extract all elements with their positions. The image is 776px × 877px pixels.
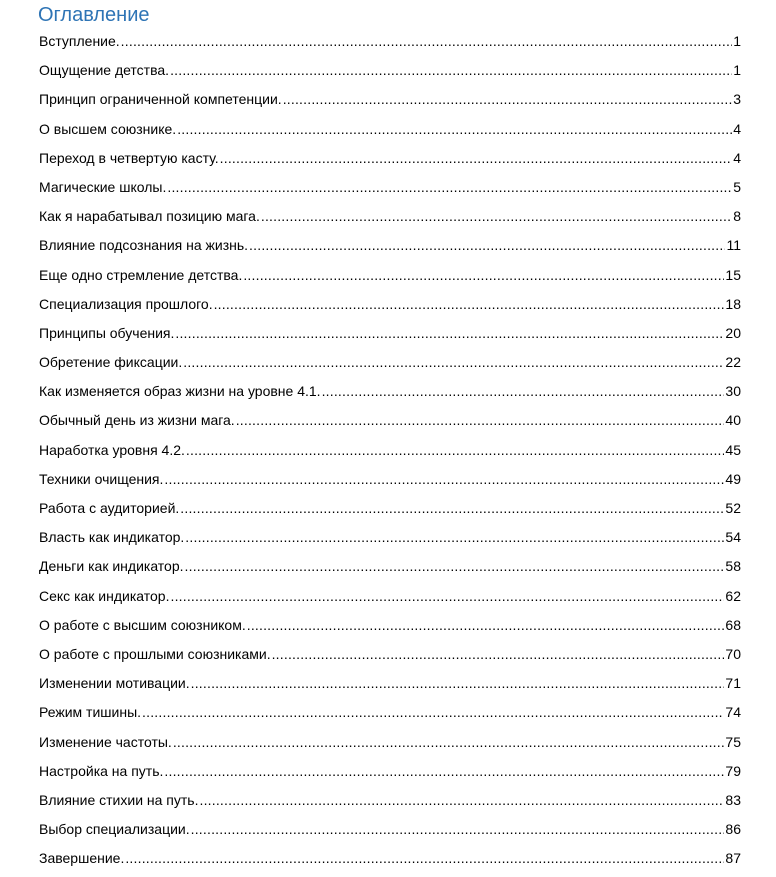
toc-dot-leader bbox=[142, 702, 724, 722]
toc-entry[interactable] bbox=[39, 556, 741, 585]
toc-entry-title[interactable]: Вступление. bbox=[39, 33, 120, 49]
toc-dot-leader bbox=[220, 148, 733, 168]
toc-dot-leader bbox=[167, 177, 732, 197]
toc-entry[interactable] bbox=[39, 440, 741, 469]
toc-dot-leader bbox=[125, 848, 724, 868]
toc-entry-title[interactable]: Принцип ограниченной компетенции. bbox=[39, 91, 282, 108]
toc-entry[interactable] bbox=[39, 119, 741, 148]
toc-dot-leader bbox=[247, 615, 725, 635]
toc-entry-page-number[interactable]: 58 bbox=[725, 558, 741, 575]
toc-entry-page-number[interactable]: 15 bbox=[725, 266, 741, 283]
toc-entry-title[interactable]: Наработка уровня 4.2. bbox=[39, 441, 185, 458]
toc-entry-title[interactable]: Влияние подсознания на жизнь. bbox=[39, 237, 249, 254]
toc-entry-title[interactable]: Режим тишины. bbox=[39, 704, 142, 721]
toc-entry[interactable] bbox=[39, 206, 741, 235]
toc-entry[interactable] bbox=[39, 410, 741, 439]
toc-dot-leader bbox=[177, 119, 732, 139]
toc-entry-title[interactable]: Как я нарабатывал позицию мага. bbox=[39, 208, 260, 225]
toc-entry[interactable] bbox=[39, 294, 741, 323]
toc-entry[interactable] bbox=[39, 819, 741, 848]
toc-entry-title[interactable]: Еще одно стремление детства. bbox=[39, 266, 243, 283]
toc-entry[interactable] bbox=[39, 323, 741, 352]
toc-entry[interactable] bbox=[39, 31, 741, 60]
toc-dot-leader bbox=[173, 732, 725, 752]
toc-entry[interactable] bbox=[39, 235, 741, 264]
toc-entry[interactable] bbox=[39, 615, 741, 644]
toc-dot-leader bbox=[164, 761, 724, 781]
toc-entry-page-number[interactable]: 20 bbox=[725, 324, 741, 341]
toc-dot-leader bbox=[249, 235, 725, 255]
toc-entry-page-number[interactable]: 22 bbox=[725, 354, 741, 371]
toc-entry-page-number[interactable]: 4 bbox=[733, 149, 741, 166]
toc-entry-page-number[interactable]: 74 bbox=[725, 704, 741, 721]
toc-entry-page-number[interactable]: 1 bbox=[733, 62, 741, 79]
toc-entry-page-number[interactable]: 45 bbox=[725, 441, 741, 458]
toc-entry-page-number[interactable]: 1 bbox=[733, 33, 741, 49]
toc-entry-title[interactable]: Настройка на путь. bbox=[39, 762, 164, 779]
toc-entry-page-number[interactable]: 52 bbox=[725, 500, 741, 516]
toc-entry[interactable] bbox=[39, 60, 741, 89]
toc-dot-leader bbox=[261, 206, 732, 226]
toc-entry-title[interactable]: Обретение фиксации. bbox=[39, 354, 183, 371]
toc-dot-leader bbox=[236, 410, 725, 430]
toc-dot-leader bbox=[121, 31, 733, 51]
toc-entry[interactable] bbox=[39, 527, 741, 556]
toc-entry[interactable] bbox=[39, 265, 741, 294]
toc-entry-title[interactable]: Деньги как индикатор. bbox=[39, 558, 184, 575]
toc-dot-leader bbox=[175, 323, 724, 343]
toc-entry[interactable] bbox=[39, 469, 741, 498]
toc-entry[interactable] bbox=[39, 644, 741, 673]
toc-dot-leader bbox=[243, 265, 724, 285]
toc-entry-page-number[interactable]: 40 bbox=[725, 412, 741, 429]
toc-entry-title[interactable]: Секс как индикатор. bbox=[39, 587, 170, 604]
toc-entry[interactable] bbox=[39, 673, 741, 702]
toc-entry-page-number[interactable]: 54 bbox=[725, 529, 741, 546]
toc-entry-title[interactable]: Власть как индикатор. bbox=[39, 529, 185, 546]
toc-dot-leader bbox=[191, 673, 725, 693]
toc-dot-leader bbox=[186, 440, 725, 460]
toc-entry-page-number[interactable]: 71 bbox=[725, 675, 741, 692]
toc-entry-title[interactable]: Магические школы. bbox=[39, 178, 167, 195]
toc-dot-leader bbox=[322, 381, 725, 401]
toc-entry-title[interactable]: О работе с прошлыми союзниками. bbox=[39, 645, 271, 662]
toc-dot-leader bbox=[180, 498, 724, 518]
toc-entry-title[interactable]: Влияние стихии на путь. bbox=[39, 791, 199, 808]
toc-entry-title[interactable]: Завершение. bbox=[39, 850, 125, 867]
toc-entry-title[interactable]: О высшем союзнике. bbox=[39, 120, 177, 137]
toc-entry-page-number[interactable]: 79 bbox=[725, 762, 741, 779]
toc-entry-page-number[interactable]: 70 bbox=[725, 645, 741, 662]
toc-dot-leader bbox=[170, 60, 732, 80]
toc-dot-leader bbox=[283, 89, 733, 109]
toc-entry[interactable] bbox=[39, 732, 741, 761]
toc-dot-leader bbox=[272, 644, 725, 664]
toc-entry-page-number[interactable]: 75 bbox=[725, 733, 741, 750]
toc-dot-leader bbox=[183, 352, 724, 372]
toc-entry-page-number[interactable]: 30 bbox=[725, 383, 741, 400]
toc-entry-page-number[interactable]: 86 bbox=[725, 821, 741, 838]
toc-entry-title[interactable]: Обычный день из жизни мага. bbox=[39, 412, 235, 429]
toc-entry-title[interactable]: Изменение частоты. bbox=[39, 733, 172, 750]
toc-entry-page-number[interactable]: 62 bbox=[725, 587, 741, 604]
toc-entry-page-number[interactable]: 87 bbox=[725, 850, 741, 867]
toc-entry-page-number[interactable]: 8 bbox=[733, 208, 741, 225]
toc-entry-title[interactable]: Техники очищения. bbox=[39, 470, 164, 487]
toc-entry-title[interactable]: Работа с аудиторией. bbox=[39, 500, 180, 516]
toc-entry-title[interactable]: Специализация прошлого. bbox=[39, 295, 213, 312]
toc-entry-page-number[interactable]: 68 bbox=[725, 616, 741, 633]
toc-dot-leader bbox=[164, 469, 724, 489]
toc-dot-leader bbox=[185, 527, 724, 547]
toc-entry-title[interactable]: Переход в четвертую касту. bbox=[39, 149, 219, 166]
toc-entry[interactable] bbox=[39, 790, 741, 819]
toc-entry[interactable] bbox=[39, 586, 741, 615]
toc-entry-title[interactable]: Выбор специализации. bbox=[39, 821, 190, 838]
toc-entry-page-number[interactable]: 18 bbox=[725, 295, 741, 312]
toc-entry[interactable] bbox=[39, 177, 741, 206]
toc-dot-leader bbox=[170, 586, 724, 606]
toc-entry-title[interactable]: Изменении мотивации. bbox=[39, 675, 190, 692]
toc-entry[interactable] bbox=[39, 702, 741, 731]
toc-entry[interactable] bbox=[39, 761, 741, 790]
toc-entry-title[interactable]: О работе с высшим союзником. bbox=[39, 616, 246, 633]
toc-entry-page-number[interactable]: 83 bbox=[725, 791, 741, 808]
toc-entry-page-number[interactable]: 49 bbox=[725, 470, 741, 487]
toc-entry[interactable] bbox=[39, 498, 741, 527]
toc-entry-page-number[interactable]: 3 bbox=[733, 91, 741, 108]
toc-entry[interactable] bbox=[39, 352, 741, 381]
toc-entry-page-number[interactable]: 11 bbox=[726, 237, 741, 254]
toc-entry-page-number[interactable]: 5 bbox=[733, 178, 741, 195]
toc-list bbox=[39, 31, 741, 877]
toc-entry[interactable] bbox=[39, 148, 741, 177]
toc-entry[interactable] bbox=[39, 381, 741, 410]
toc-entry-title[interactable]: Принципы обучения. bbox=[39, 324, 175, 341]
toc-entry[interactable] bbox=[39, 89, 741, 118]
toc-dot-leader bbox=[191, 819, 725, 839]
toc-entry[interactable] bbox=[39, 848, 741, 877]
toc-entry-title[interactable]: Как изменяется образ жизни на уровне 4.1. bbox=[39, 383, 321, 400]
toc-dot-leader bbox=[185, 556, 725, 576]
toc-dot-leader bbox=[214, 294, 725, 314]
toc-entry-title[interactable]: Ощущение детства. bbox=[39, 62, 170, 79]
toc-heading: Оглавление bbox=[38, 4, 150, 26]
toc-dot-leader bbox=[199, 790, 724, 810]
toc-entry-page-number[interactable]: 4 bbox=[733, 120, 741, 137]
